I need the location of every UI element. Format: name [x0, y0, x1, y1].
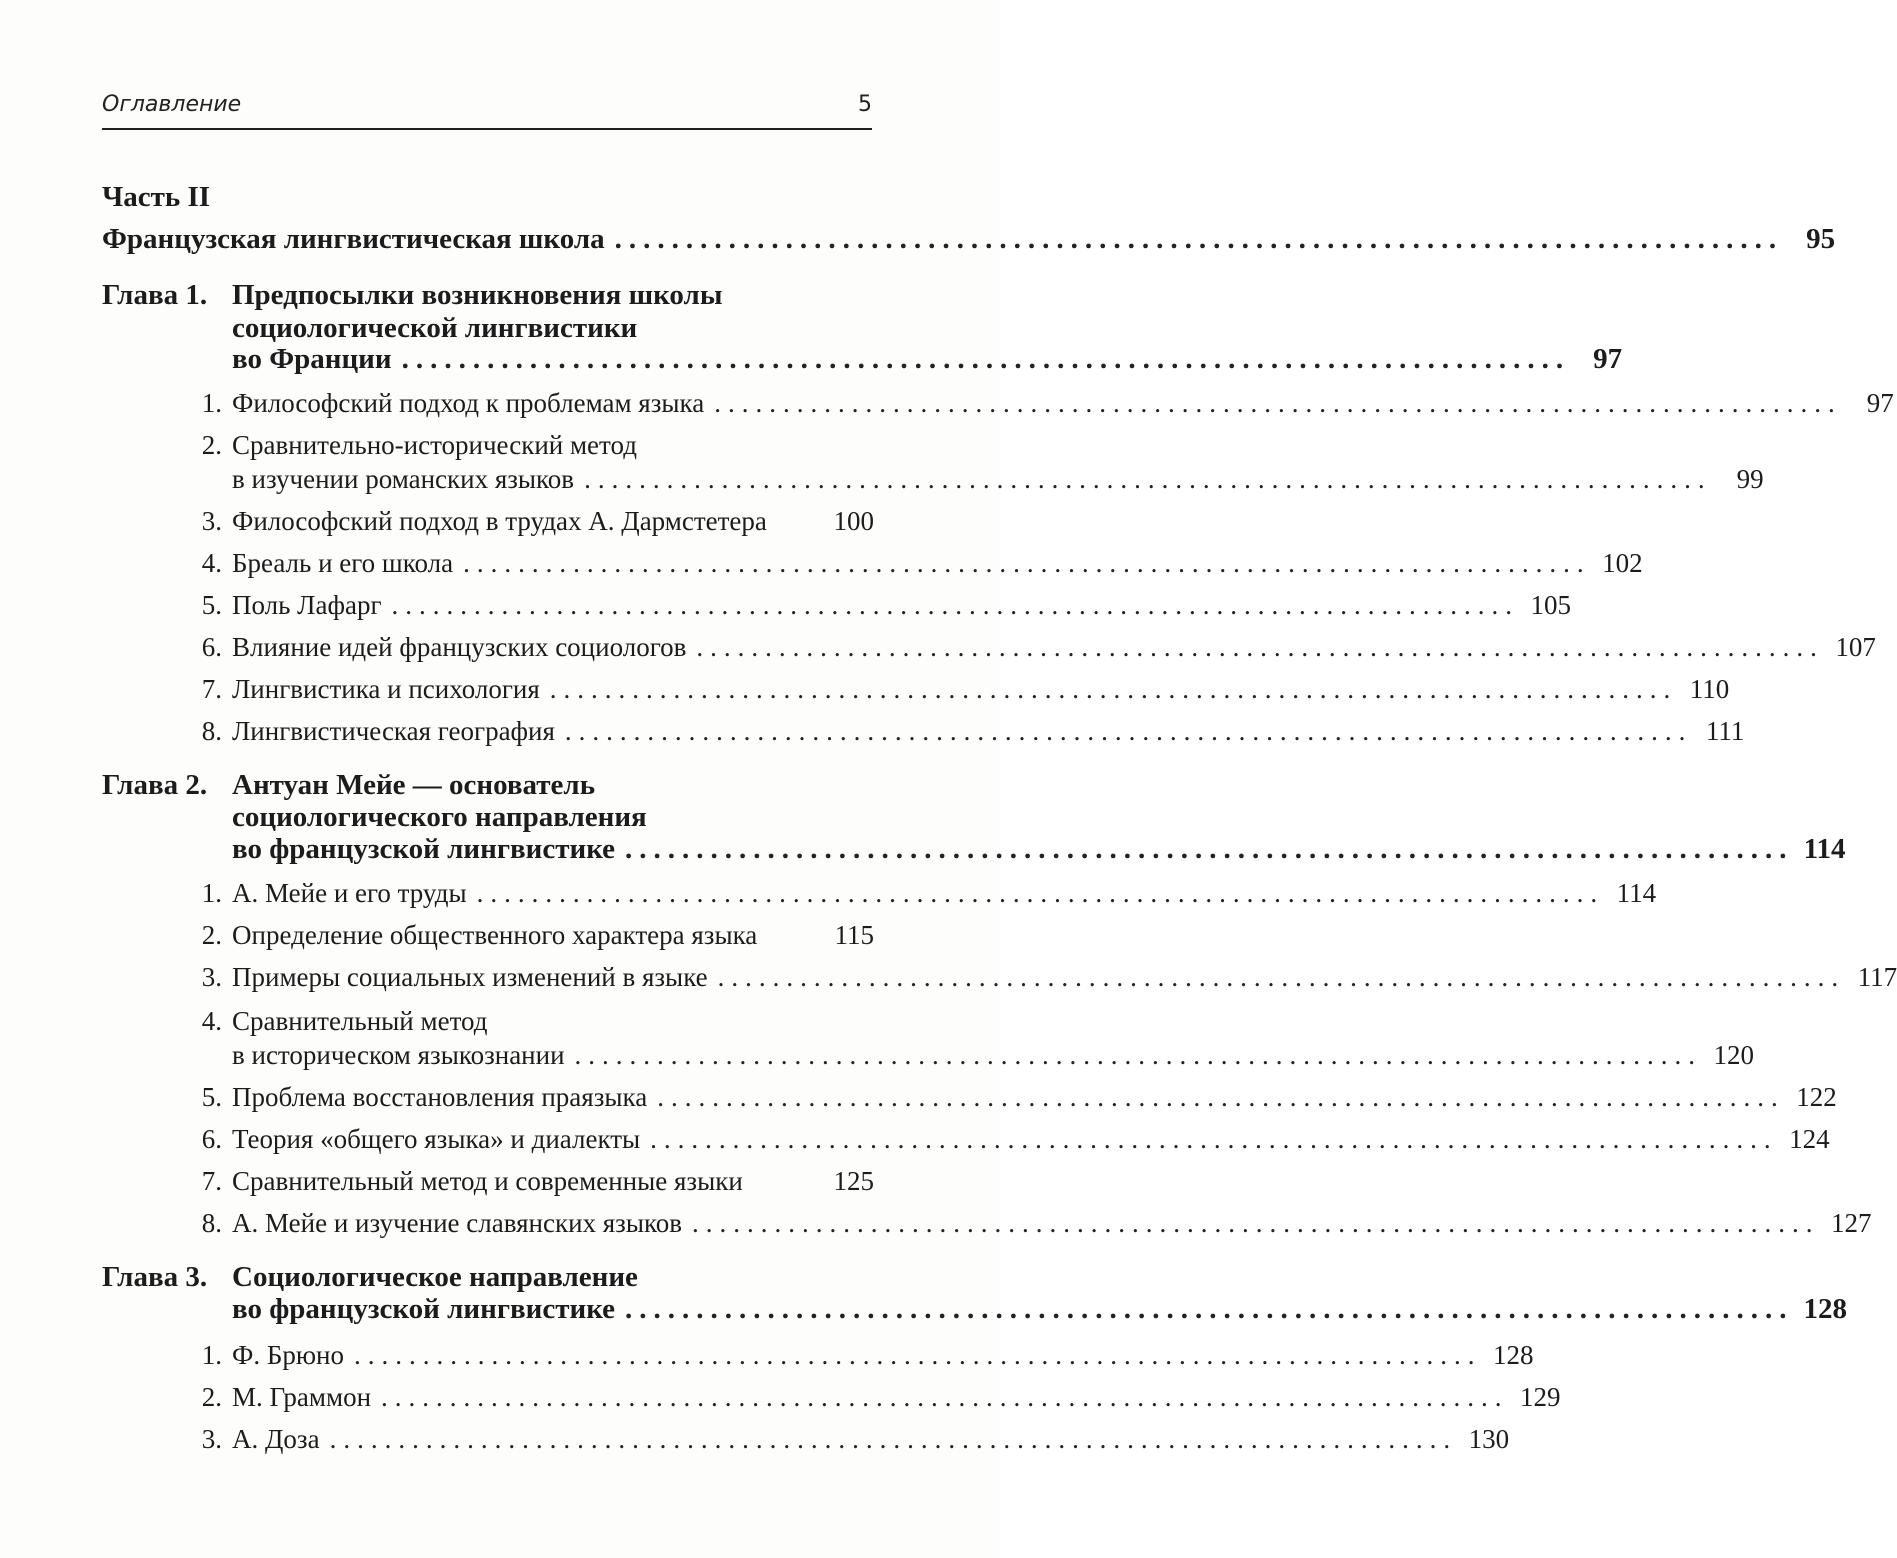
section-entry[interactable]: [232, 714, 1745, 748]
section-number: 7.: [201, 1166, 222, 1196]
chapter-label: Глава 2.: [102, 769, 208, 801]
section-number: 1.: [201, 1340, 222, 1370]
section-number: 4.: [201, 548, 222, 578]
section-number: 8.: [201, 716, 222, 746]
dot-leader: ..................................................................................: [584, 464, 1712, 494]
section-page: 114: [1616, 878, 1657, 908]
section-title: Лингвистическая география: [232, 716, 555, 746]
section-entry[interactable]: [232, 1422, 1510, 1456]
section-title: М. Граммон: [232, 1382, 372, 1412]
section-number: 7.: [201, 674, 222, 704]
dot-leader: ..................................................................................: [574, 1040, 1703, 1070]
dot-leader: ..................................................................................: [476, 878, 1605, 908]
section-entry[interactable]: [232, 1080, 1837, 1114]
section-entry[interactable]: [232, 1380, 1561, 1414]
section-title: в изучении романских языков: [232, 464, 575, 494]
section-entry[interactable]: [232, 918, 874, 952]
section-number: 6.: [201, 1124, 222, 1154]
section-page: 102: [1602, 548, 1643, 578]
section-number: 6.: [201, 632, 222, 662]
section-title: Теория «общего языка» и диалекты: [232, 1124, 641, 1154]
chapter-title-line: социологического направления: [232, 801, 647, 833]
section-title: Бреаль и его школа: [232, 548, 454, 578]
section-number: 2.: [201, 430, 222, 460]
chapter-entry[interactable]: [232, 832, 1846, 866]
section-entry[interactable]: [232, 672, 1730, 706]
dot-leader: ..................................................................................: [717, 962, 1846, 992]
page-number: 5: [858, 92, 872, 117]
chapter-title-line: Антуан Мейе — основатель: [232, 769, 596, 801]
chapter-label: Глава 3.: [102, 1261, 208, 1293]
chapter-page: 97: [1593, 343, 1623, 375]
dot-leader: ..................................................................................: [714, 388, 1842, 418]
dot-leader: ..................................................................................: [401, 343, 1571, 375]
dot-leader: ..................................................................................: [391, 590, 1520, 620]
section-page: 128: [1492, 1340, 1534, 1370]
dot-leader: ..................................................................................: [696, 632, 1824, 662]
section-entry[interactable]: [232, 1122, 1830, 1156]
section-page: 122: [1796, 1082, 1837, 1112]
chapter-title-line: социологической лингвистики: [232, 312, 638, 344]
section-page: 111: [1705, 716, 1745, 746]
section-number: 5.: [201, 590, 222, 620]
section-entry[interactable]: [232, 630, 1876, 664]
chapter-title-line: Социологическое направление: [232, 1261, 638, 1293]
section-entry[interactable]: [232, 876, 1657, 910]
running-head: [102, 92, 872, 130]
dot-leader: ..................................................................................: [657, 1082, 1785, 1112]
section-number: 3.: [201, 506, 222, 536]
section-title: Влияние идей французских социологов: [232, 632, 687, 662]
section-title: Сравнительный метод и современные языки: [232, 1166, 743, 1196]
part-label: Часть II: [102, 181, 211, 213]
part-title: Французская лингвистическая школа: [102, 223, 605, 255]
running-title: Оглавление: [102, 92, 242, 117]
dot-leader: ..................................................................................: [625, 833, 1794, 865]
section-title: Проблема восстановления праязыка: [232, 1082, 648, 1112]
section-page: 97: [1866, 388, 1894, 418]
chapter-title-line: во французской лингвистике: [232, 833, 616, 865]
dot-leader: ..................................................................................: [381, 1382, 1509, 1412]
section-entry[interactable]: [232, 462, 1764, 496]
chapter-label: Глава 1.: [102, 279, 208, 311]
section-entry[interactable]: [232, 960, 1897, 994]
chapter-title-line: Предпосылки возникновения школы: [232, 279, 723, 311]
section-entry[interactable]: [232, 1164, 874, 1198]
section-number: 2.: [201, 920, 222, 950]
section-number: 8.: [201, 1208, 222, 1238]
section-title: Определение общественного характера языка: [232, 920, 758, 950]
section-title: Лингвистика и психология: [232, 674, 540, 704]
dot-leader: ..................................................................................: [564, 716, 1693, 746]
section-page: 120: [1713, 1040, 1755, 1070]
section-page: 107: [1835, 632, 1876, 662]
part-page: 95: [1806, 223, 1836, 255]
section-page: 105: [1530, 590, 1572, 620]
section-title: Философский подход в трудах А. Дармстетера: [232, 506, 767, 536]
section-title: А. Доза: [232, 1424, 320, 1454]
section-title: Ф. Брюно: [232, 1340, 344, 1370]
section-entry[interactable]: [232, 546, 1643, 580]
section-title: А. Мейе и его труды: [232, 878, 467, 908]
chapter-title-line: во французской лингвистике: [232, 1293, 616, 1325]
chapter-title-line: во Франции: [232, 343, 392, 375]
dot-leader: ..................................................................................: [625, 1293, 1794, 1325]
chapter-page: 128: [1803, 1293, 1848, 1325]
dot-leader: ..................................................................................: [463, 548, 1591, 578]
section-entry[interactable]: [232, 1038, 1755, 1072]
section-entry[interactable]: [232, 504, 874, 538]
section-page: 117: [1857, 962, 1897, 992]
part-title-entry[interactable]: [102, 222, 1836, 256]
section-page: 130: [1468, 1424, 1510, 1454]
section-title: Сравнительно-исторический метод: [232, 430, 637, 460]
dot-leader: ..................................................................................: [691, 1208, 1820, 1238]
section-number: 1.: [201, 878, 222, 908]
section-page: 100: [833, 506, 874, 536]
section-number: 3.: [201, 1424, 222, 1454]
section-entry[interactable]: [232, 1338, 1534, 1372]
chapter-page: 114: [1803, 833, 1846, 865]
section-title: Примеры социальных изменений в языке: [232, 962, 708, 992]
section-page: 99: [1736, 464, 1764, 494]
section-title: А. Мейе и изучение славянских языков: [232, 1208, 682, 1238]
section-number: 4.: [201, 1006, 222, 1036]
section-title: Поль Лафарг: [232, 590, 382, 620]
dot-leader: ..................................................................................: [329, 1424, 1458, 1454]
section-page: 127: [1830, 1208, 1872, 1238]
section-page: 125: [833, 1166, 874, 1196]
section-page: 124: [1789, 1124, 1830, 1154]
chapter-entry[interactable]: [232, 342, 1623, 376]
section-number: 3.: [201, 962, 222, 992]
section-page: 115: [834, 920, 874, 950]
section-entry[interactable]: [232, 1206, 1872, 1240]
section-number: 2.: [201, 1382, 222, 1412]
section-entry[interactable]: [232, 386, 1894, 420]
section-page: 110: [1689, 674, 1730, 704]
dot-leader: ..................................................................................: [549, 674, 1678, 704]
section-number: 5.: [201, 1082, 222, 1112]
dot-leader: ..................................................................................: [650, 1124, 1778, 1154]
section-title: Сравнительный метод: [232, 1006, 488, 1036]
section-title: Философский подход к проблемам языка: [232, 388, 705, 418]
section-entry[interactable]: [232, 588, 1572, 622]
section-page: 129: [1520, 1382, 1561, 1412]
section-number: 1.: [201, 388, 222, 418]
chapter-entry[interactable]: [232, 1292, 1848, 1326]
section-title: в историческом языкознании: [232, 1040, 565, 1070]
dot-leader: ..................................................................................: [353, 1340, 1482, 1370]
dot-leader: ..................................................................................: [614, 223, 1784, 255]
